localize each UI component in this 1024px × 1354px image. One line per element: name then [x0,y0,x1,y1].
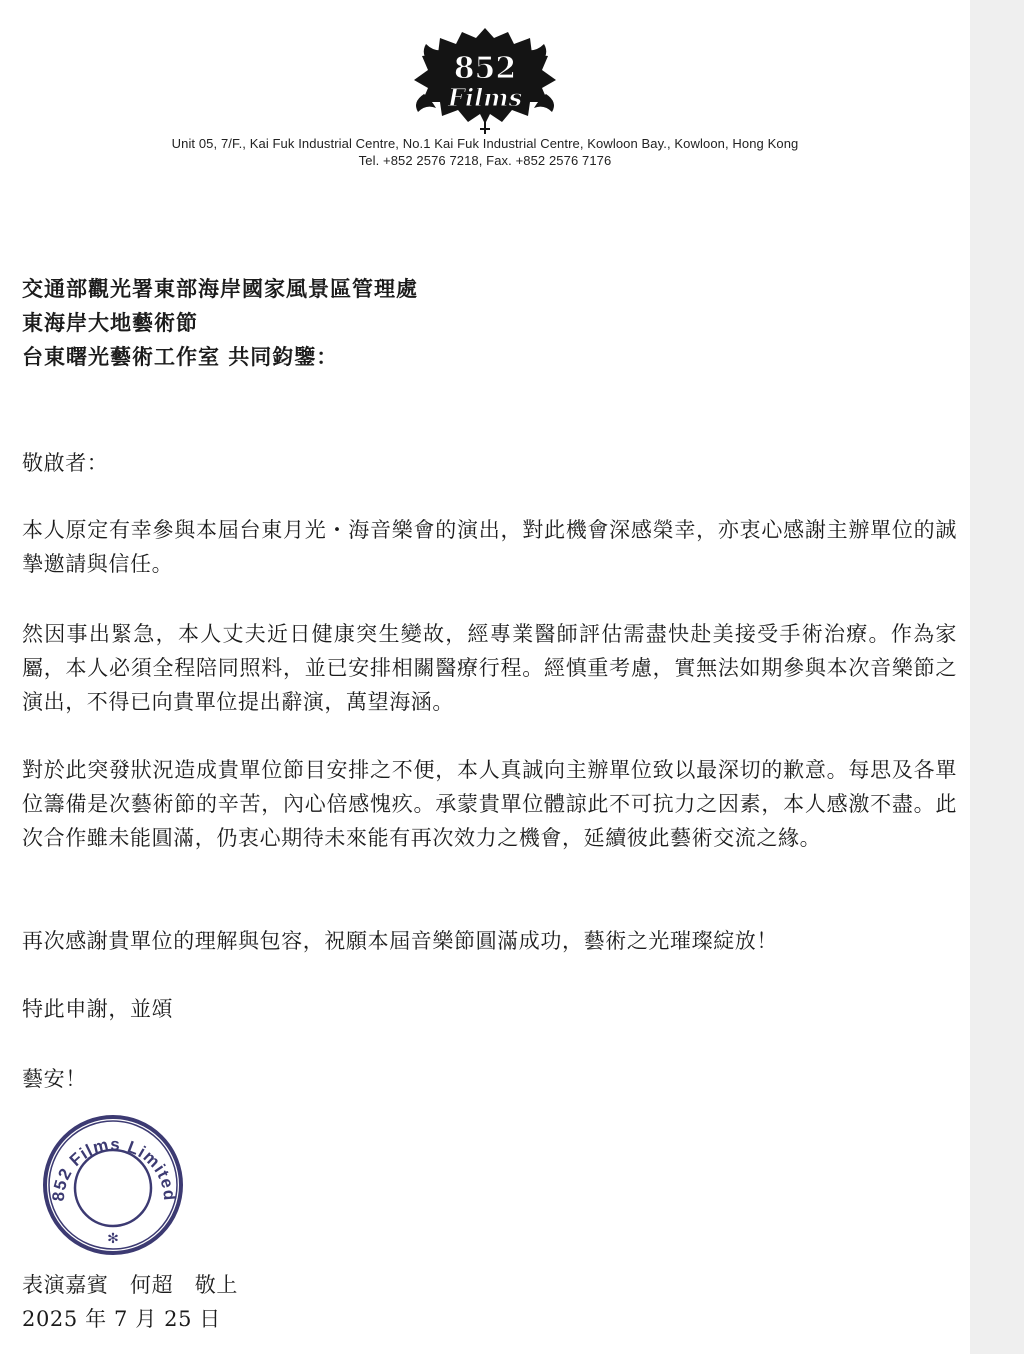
company-seal-stamp [40,1112,186,1258]
body-paragraph-2: 然因事出緊急，本人丈夫近日健康突生變故，經專業醫師評估需盡快赴美接受手術治療。作為家屬，本人必須全程陪同照料，並已安排相關醫療行程。經慎重考慮，實無法如期參與本次音樂節之演出，不得已向貴單位提出辭演，萬望海涵。 [22,622,957,714]
signature-line: 表演嘉賓 何超 敬上 [22,1273,238,1297]
salutation: 敬啟者： [22,451,109,475]
closing-blessing: 藝安！ [22,1067,87,1091]
letter-date: 2025 年 7 月 25 日 [22,1307,221,1331]
body-paragraph-3: 對於此突發狀況造成貴單位節目安排之不便，本人真誠向主辦單位致以最深切的歉意。每思及各單位籌備是次藝術節的辛苦，內心倍感愧疚。承蒙貴單位體諒此不可抗力之因素，本人感激不盡。此次合作雖未能圓滿，仍衷心期待未來能有再次效力之機會，延續彼此藝術交流之緣。 [22,758,957,850]
body-paragraph-1: 本人原定有幸參與本屆台東月光・海音樂會的演出，對此機會深感榮幸，亦衷心感謝主辦單位的誠摯邀請與信任。 [22,518,957,576]
svg-text:Films: Films [447,83,523,112]
closing-line: 特此申謝，並頌 [22,997,174,1021]
recipient-line: 東海岸大地藝術節 [22,310,198,335]
letterhead-address: Unit 05, 7/F., Kai Fuk Industrial Centre, No.1 Kai Fuk Industrial Centre, Kowloon Bay., Kowloon, Hong Kong [171,136,799,151]
svg-text:852 Films Limited: 852 Films Limited [48,1134,180,1202]
svg-text:852: 852 [453,51,517,86]
recipient-list [22,272,957,374]
recipient-line: 台東曙光藝術工作室 共同鈞鑒： [22,344,339,369]
body-paragraph-4: 再次感謝貴單位的理解與包容，祝願本屆音樂節圓滿成功，藝術之光璀璨綻放！ [22,929,778,953]
852-films-logo [410,24,560,136]
svg-text:✻: ✻ [107,1231,119,1247]
page-margin [970,0,1024,1354]
recipient-line: 交通部觀光署東部海岸國家風景區管理處 [22,276,418,301]
letterhead-contact: Tel. +852 2576 7218, Fax. +852 2576 7176 [358,153,612,168]
